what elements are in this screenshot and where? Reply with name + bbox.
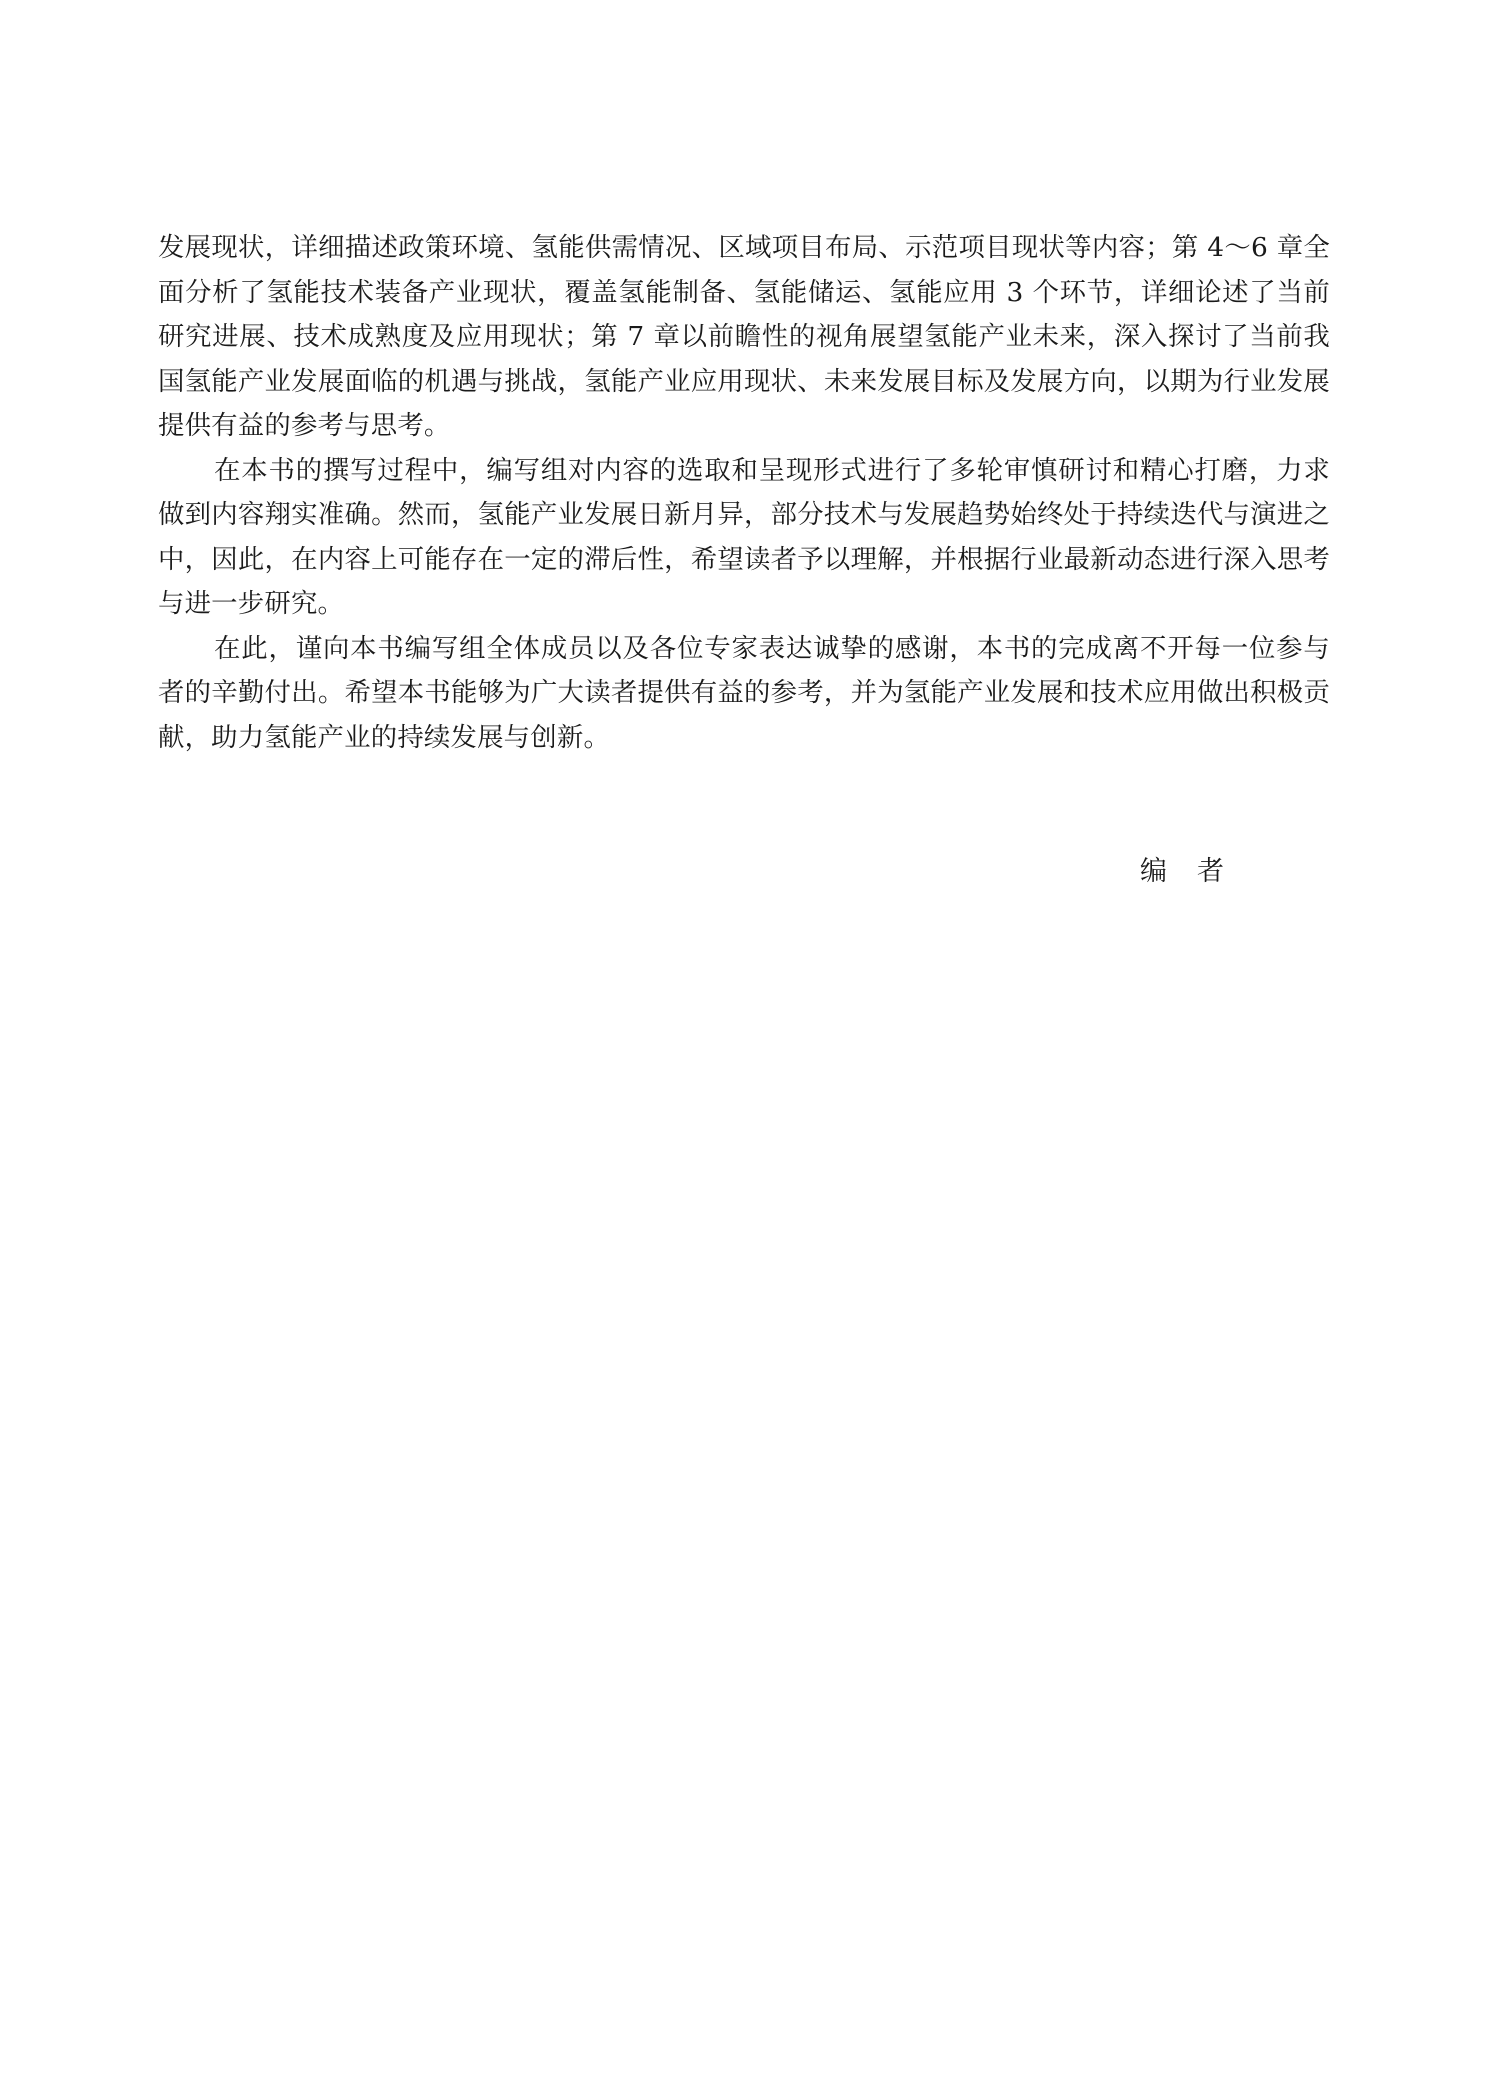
- body-text: [158, 226, 1330, 760]
- author-signature: 编者: [1140, 856, 1254, 887]
- paragraph-continued: 发展现状，详细描述政策环境、氢能供需情况、区域项目布局、示范项目现状等内容；第 4～6 章全面分析了氢能技术装备产业现状，覆盖氢能制备、氢能储运、氢能应用 3 个环节，详细论述了当前研究进展、技术成熟度及应用现状；第 7 章以前瞻性的视角展望氢能产业未来，深入探讨了当前我国氢能产业发展面临的机遇与挑战，氢能产业应用现状、未来发展目标及发展方向，以期为行业发展提供有益的参考与思考。: [158, 232, 1330, 441]
- paragraph-writing-process: 在本书的撰写过程中，编写组对内容的选取和呈现形式进行了多轮审慎研讨和精心打磨，力求做到内容翔实准确。然而，氢能产业发展日新月异，部分技术与发展趋势始终处于持续迭代与演进之中，因此，在内容上可能存在一定的滞后性，希望读者予以理解，并根据行业最新动态进行深入思考与进一步研究。: [158, 454, 1330, 619]
- paragraph-acknowledgements: 在此，谨向本书编写组全体成员以及各位专家表达诚挚的感谢，本书的完成离不开每一位参与者的辛勤付出。希望本书能够为广大读者提供有益的参考，并为氢能产业发展和技术应用做出积极贡献，助力氢能产业的持续发展与创新。: [158, 632, 1330, 753]
